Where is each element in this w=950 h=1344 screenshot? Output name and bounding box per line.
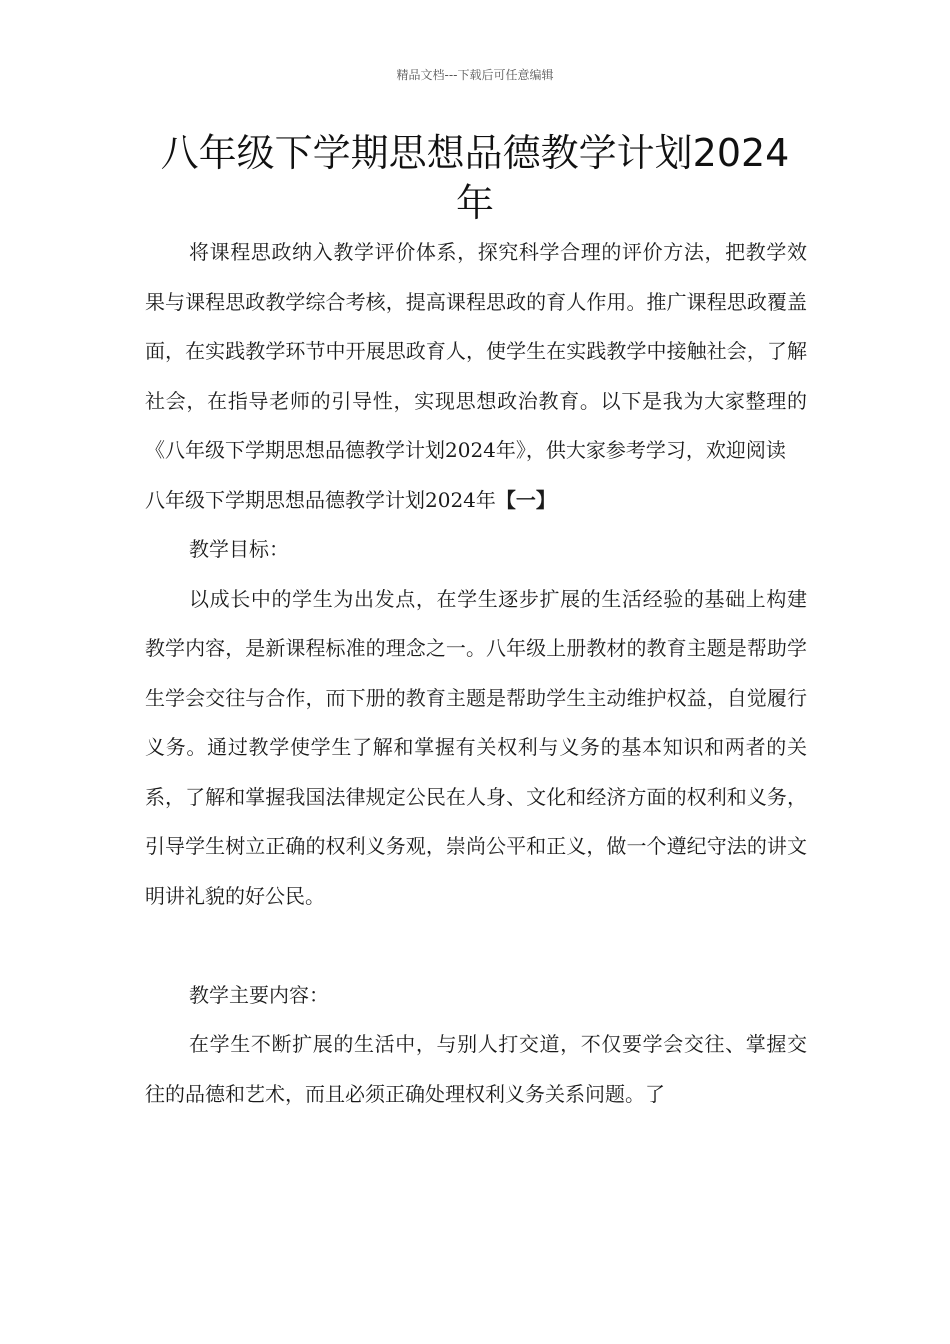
document-body (145, 228, 807, 1119)
intro-paragraph: 将课程思政纳入教学评价体系，探究科学合理的评价方法，把教学效果与课程思政教学综合考核，提高课程思政的育人作用。推广课程思政覆盖面，在实践教学环节中开展思政育人，使学生在实践教学中接触社会，了解社会，在指导老师的引导性，实现思想政治教育。以下是我为大家整理的《八年级下学期思想品德教学计划2024年》，供大家参考学习，欢迎阅读 (145, 240, 807, 462)
section-heading (145, 476, 807, 526)
header-note: 精品文档---下载后可任意编辑 (396, 68, 554, 82)
document-title: 八年级下学期思想品德教学计划2024年 (160, 131, 790, 225)
content-paragraph: 在学生不断扩展的生活中，与别人打交道，不仅要学会交往、掌握交往的品德和艺术，而且必须正确处理权利义务关系问题。了 (145, 1032, 807, 1106)
section-heading-text: 八年级下学期思想品德教学计划2024年 (145, 487, 496, 512)
blank-line (145, 921, 807, 971)
goal-label: 教学目标： (189, 537, 289, 561)
goal-paragraph: 以成长中的学生为出发点，在学生逐步扩展的生活经验的基础上构建教学内容，是新课程标准的理念之一。八年级上册教材的教育主题是帮助学生学会交往与合作，而下册的教育主题是帮助学生主动维护权益，自觉履行义务。通过教学使学生了解和掌握有关权利与义务的基本知识和两者的关系，了解和掌握我国法律规定公民在人身、文化和经济方面的权利和义务，引导学生树立正确的权利义务观，崇尚公平和正义，做一个遵纪守法的讲文明讲礼貌的好公民。 (145, 586, 807, 908)
content-label: 教学主要内容： (189, 982, 329, 1007)
section-heading-mark: 【一】 (495, 487, 556, 512)
